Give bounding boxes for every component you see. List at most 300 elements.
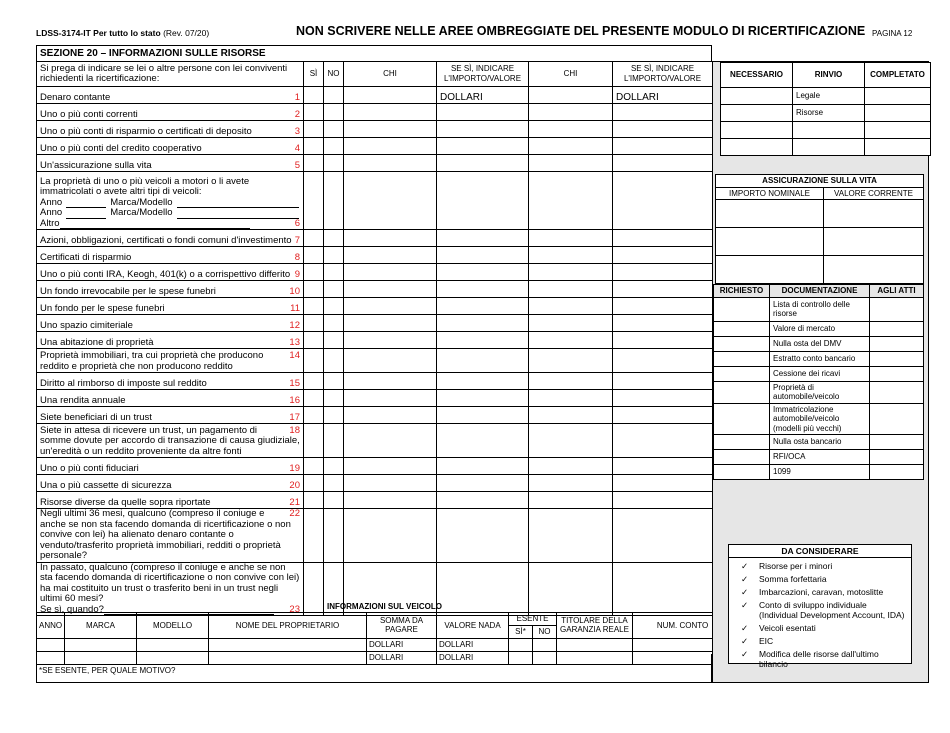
consider-label: Modifica delle risorse dall'ultimo bilancio <box>759 649 879 669</box>
resource-row <box>37 315 713 332</box>
question-text: Si prega di indicare se lei o altre persone con lei conviventi richiedenti la ricertificazione: <box>37 62 304 87</box>
item-label: Diritto al rimborso di imposte sul reddito <box>40 377 207 389</box>
chi-field-2[interactable] <box>529 458 613 475</box>
no-box[interactable] <box>324 172 344 230</box>
amount-field-2[interactable] <box>613 155 713 172</box>
resource-label <box>37 138 304 155</box>
check-icon: ✓ <box>741 574 749 584</box>
necessario-cell[interactable] <box>721 105 793 122</box>
chi-field-2[interactable] <box>529 298 613 315</box>
amount-field[interactable]: DOLLARI <box>437 87 529 104</box>
si-box[interactable] <box>304 138 324 155</box>
consider-item <box>733 649 907 669</box>
chi-field[interactable] <box>344 104 437 121</box>
no-box[interactable] <box>324 407 344 424</box>
vehicle-altro-field[interactable] <box>60 228 250 229</box>
doc-row <box>714 465 924 480</box>
chi-field-2[interactable] <box>529 475 613 492</box>
agli-atti-cell[interactable] <box>870 366 924 381</box>
vehicle-dollari[interactable]: DOLLARI <box>367 638 437 651</box>
resource-row <box>37 155 713 172</box>
amount-field[interactable] <box>437 264 529 281</box>
resource-label <box>37 87 304 104</box>
consider-item <box>733 574 907 584</box>
col-chi: CHI <box>344 62 437 87</box>
chi-field[interactable] <box>344 475 437 492</box>
item-number: 17 <box>289 411 300 423</box>
agli-atti-cell[interactable] <box>870 450 924 465</box>
amount-field-2[interactable] <box>613 458 713 475</box>
amount-field[interactable] <box>437 390 529 407</box>
amount-field[interactable] <box>437 230 529 247</box>
vh-valore: VALORE NADA <box>437 612 509 638</box>
si-box[interactable] <box>304 230 324 247</box>
consider-label: Veicoli esentati <box>759 623 816 633</box>
chi-field-2[interactable] <box>529 155 613 172</box>
si-box[interactable] <box>304 390 324 407</box>
vh-esente-no: NO <box>533 625 557 638</box>
resource-label <box>37 407 304 424</box>
chi-field-2[interactable] <box>529 104 613 121</box>
si-box[interactable] <box>304 509 324 563</box>
resource-row <box>37 373 713 390</box>
item-label: Un'assicurazione sulla vita <box>40 159 152 171</box>
chi-field-2[interactable] <box>529 315 613 332</box>
item-number: 2 <box>294 108 300 120</box>
amount-field[interactable] <box>437 509 529 563</box>
no-box[interactable] <box>324 230 344 247</box>
agli-atti-cell[interactable] <box>870 336 924 351</box>
rinvio-label: Risorse <box>793 105 865 122</box>
agli-atti-cell[interactable] <box>870 403 924 435</box>
item-label: Proprietà immobiliari, tra cui proprietà che producono reddito e proprietà che non producono reddito <box>40 350 264 372</box>
si-box[interactable] <box>304 298 324 315</box>
chi-field-2[interactable] <box>529 390 613 407</box>
item-label: Una o più cassette di sicurezza <box>40 479 172 491</box>
necessario-cell[interactable] <box>721 139 793 156</box>
amount-field[interactable] <box>437 349 529 373</box>
resource-label <box>37 230 304 247</box>
resource-row <box>37 121 713 138</box>
si-box[interactable] <box>304 155 324 172</box>
si-box[interactable] <box>304 87 324 104</box>
da-considerare-box <box>728 544 912 669</box>
resource-row <box>37 172 713 230</box>
page-number: PAGINA 12 <box>872 29 913 38</box>
si-box[interactable] <box>304 121 324 138</box>
item-label: Uno o più conti correnti <box>40 108 138 120</box>
amount-field-2[interactable] <box>613 390 713 407</box>
amount-field[interactable] <box>437 298 529 315</box>
resource-label <box>37 155 304 172</box>
si-box[interactable] <box>304 281 324 298</box>
chi-field-2[interactable] <box>529 264 613 281</box>
item-label: Negli ultimi 36 mesi, qualcuno (compreso il coniuge e anche se non sta facendo domanda di ricertificazione o non convive con lei) ha alienato denaro contante o venduto/trasferito proprietà immobiliari, redditi o proprietà personale? <box>40 508 291 561</box>
no-box[interactable] <box>324 424 344 458</box>
doc-row <box>714 351 924 366</box>
richiesto-cell[interactable] <box>714 435 770 450</box>
si-box[interactable] <box>304 104 324 121</box>
amount-field-2[interactable] <box>613 373 713 390</box>
amount-field[interactable] <box>437 458 529 475</box>
amount-field[interactable] <box>437 155 529 172</box>
consider-item <box>733 600 907 620</box>
chi-field-2[interactable] <box>529 247 613 264</box>
col-chi-2: CHI <box>529 62 613 87</box>
resource-row <box>37 104 713 121</box>
resource-row <box>37 475 713 492</box>
rinvio-label: Legale <box>793 88 865 105</box>
item-label: Una rendita annuale <box>40 394 126 406</box>
chi-field-2[interactable] <box>529 332 613 349</box>
resource-row <box>37 281 713 298</box>
amount-field-2[interactable] <box>613 315 713 332</box>
item-label: Azioni, obbligazioni, certificati o fondi comuni d'investimento <box>40 234 292 246</box>
doc-label: Nulla osta bancario <box>770 435 870 450</box>
vh-proprietario: NOME DEL PROPRIETARIO <box>209 612 367 638</box>
chi-field-2[interactable] <box>529 87 613 104</box>
item-label: Uno o più conti fiduciari <box>40 462 139 474</box>
amount-field-2[interactable] <box>613 298 713 315</box>
resource-label <box>37 390 304 407</box>
vehicle-line <box>40 208 300 219</box>
si-box[interactable] <box>304 264 324 281</box>
completato-cell[interactable] <box>865 105 931 122</box>
chi-field-2[interactable] <box>529 349 613 373</box>
chi-field-2[interactable] <box>529 281 613 298</box>
no-box[interactable] <box>324 475 344 492</box>
no-box[interactable] <box>324 104 344 121</box>
necessario-cell[interactable] <box>721 88 793 105</box>
richiesto-cell[interactable] <box>714 366 770 381</box>
amount-field[interactable] <box>437 281 529 298</box>
amount-field[interactable] <box>437 475 529 492</box>
agli-atti-cell[interactable] <box>870 381 924 403</box>
section-title: SEZIONE 20 – INFORMAZIONI SULLE RISORSE <box>36 45 712 61</box>
si-box[interactable] <box>304 424 324 458</box>
item-number: 4 <box>294 142 300 154</box>
chi-field[interactable] <box>344 298 437 315</box>
no-box[interactable] <box>324 315 344 332</box>
agli-atti-cell[interactable] <box>870 321 924 336</box>
chi-field[interactable] <box>344 458 437 475</box>
chi-field[interactable] <box>344 264 437 281</box>
item-number: 11 <box>290 302 300 314</box>
item-label: Un fondo per le spese funebri <box>40 302 165 314</box>
chi-field[interactable] <box>344 373 437 390</box>
no-box[interactable] <box>324 298 344 315</box>
resource-row <box>37 87 713 104</box>
chi-field[interactable] <box>344 349 437 373</box>
rinvio-row <box>721 122 931 139</box>
resource-row <box>37 407 713 424</box>
amount-field-2[interactable] <box>613 104 713 121</box>
chi-field-2[interactable] <box>529 373 613 390</box>
completato-cell[interactable] <box>865 88 931 105</box>
resource-row <box>37 332 713 349</box>
amount-field[interactable] <box>437 332 529 349</box>
vh-titolare: TITOLARE DELLA GARANZIA REALE <box>557 612 633 638</box>
chi-field[interactable] <box>344 138 437 155</box>
amount-field-2[interactable] <box>613 475 713 492</box>
resource-label <box>37 424 304 458</box>
resource-row <box>37 264 713 281</box>
rinvio-table <box>720 62 931 156</box>
check-icon: ✓ <box>741 649 749 659</box>
consider-item <box>733 561 907 571</box>
doc-row <box>714 450 924 465</box>
vehicle-dollari-nada[interactable]: DOLLARI <box>437 651 509 664</box>
si-box[interactable] <box>304 492 324 509</box>
no-box[interactable] <box>324 492 344 509</box>
consider-label: EIC <box>759 636 774 646</box>
vh-somma: SOMMA DA PAGARE <box>367 612 437 638</box>
resource-label <box>37 264 304 281</box>
col-documentazione: DOCUMENTAZIONE <box>770 285 870 298</box>
life-insurance-table <box>715 174 924 284</box>
no-box[interactable] <box>324 247 344 264</box>
resource-label <box>37 458 304 475</box>
amount-field-2[interactable] <box>613 230 713 247</box>
richiesto-cell[interactable] <box>714 336 770 351</box>
form-rev: (Rev. 07/20) <box>163 28 210 38</box>
resource-label <box>37 104 304 121</box>
amount-field[interactable] <box>437 138 529 155</box>
chi-field[interactable] <box>344 281 437 298</box>
item-label: Uno spazio cimiteriale <box>40 319 133 331</box>
amount-field-2[interactable] <box>613 509 713 563</box>
check-icon: ✓ <box>741 561 749 571</box>
item-number: 5 <box>294 159 300 171</box>
chi-field[interactable] <box>344 332 437 349</box>
chi-field[interactable] <box>344 492 437 509</box>
consider-list <box>729 558 911 675</box>
richiesto-cell[interactable] <box>714 465 770 480</box>
agli-atti-cell[interactable] <box>870 435 924 450</box>
vehicle-dollari-nada[interactable]: DOLLARI <box>437 638 509 651</box>
no-box[interactable] <box>324 458 344 475</box>
resource-label <box>37 298 304 315</box>
item-label: Un fondo irrevocabile per le spese funebri <box>40 285 216 297</box>
chi-field[interactable] <box>344 230 437 247</box>
amount-field[interactable] <box>437 247 529 264</box>
rinvio-row <box>721 88 931 105</box>
amount-field[interactable] <box>437 373 529 390</box>
item-number: 7 <box>294 234 300 246</box>
chi-field-2[interactable] <box>529 424 613 458</box>
item-label: Certificati di risparmio <box>40 251 132 263</box>
item-number: 16 <box>289 394 300 406</box>
chi-field[interactable] <box>344 247 437 264</box>
no-box[interactable] <box>324 264 344 281</box>
amount-field[interactable] <box>437 315 529 332</box>
item-label: In passato, qualcuno (compreso il coniuge e anche se non sta facendo domanda di ricertificazione o non convive con lei) ha mai costituito un trust o trasferito beni in un trust negli ultimi 60 mesi? <box>40 561 300 604</box>
chi-field[interactable] <box>344 315 437 332</box>
completato-cell[interactable] <box>865 139 931 156</box>
doc-row <box>714 366 924 381</box>
doc-label: Proprietà di automobile/veicolo <box>770 381 870 403</box>
amount-field-2[interactable] <box>613 407 713 424</box>
amount-field-2[interactable]: DOLLARI <box>613 87 713 104</box>
resources-table <box>36 61 713 616</box>
rinvio-label <box>793 122 865 139</box>
chi-field[interactable] <box>344 172 437 230</box>
consider-label: Risorse per i minori <box>759 561 833 571</box>
necessario-cell[interactable] <box>721 122 793 139</box>
amount-field-2[interactable] <box>613 349 713 373</box>
page-title: NON SCRIVERE NELLE AREE OMBREGGIATE DEL PRESENTE MODULO DI RICERTIFICAZIONE <box>296 24 866 38</box>
vehicle-dollari[interactable]: DOLLARI <box>367 651 437 664</box>
chi-field-2[interactable] <box>529 509 613 563</box>
resource-label <box>37 349 304 373</box>
agli-atti-cell[interactable] <box>870 351 924 366</box>
doc-row <box>714 435 924 450</box>
si-box[interactable] <box>304 247 324 264</box>
no-box[interactable] <box>324 509 344 563</box>
si-box[interactable] <box>304 172 324 230</box>
amount-field-2[interactable] <box>613 424 713 458</box>
si-box[interactable] <box>304 315 324 332</box>
item-number: 9 <box>294 268 300 280</box>
item-number: 15 <box>289 377 300 389</box>
richiesto-cell[interactable] <box>714 450 770 465</box>
amount-field-2[interactable] <box>613 332 713 349</box>
doc-label: RFI/OCA <box>770 450 870 465</box>
doc-label: Estratto conto bancario <box>770 351 870 366</box>
item-number: 23 <box>289 603 300 615</box>
chi-field[interactable] <box>344 155 437 172</box>
resource-row <box>37 509 713 563</box>
consider-label: Imbarcazioni, caravan, motoslitte <box>759 587 884 597</box>
col-richiesto: RICHIESTO <box>714 285 770 298</box>
da-considerare-title: DA CONSIDERARE <box>729 545 911 558</box>
no-box[interactable] <box>324 155 344 172</box>
doc-label: Valore di mercato <box>770 321 870 336</box>
chi-field-2[interactable] <box>529 172 613 230</box>
doc-label: Cessione dei ricavi <box>770 366 870 381</box>
consider-label: Conto di sviluppo individuale (Individual Development Account, IDA) <box>759 600 905 620</box>
agli-atti-cell[interactable] <box>870 297 924 321</box>
rinvio-label <box>793 139 865 156</box>
completato-cell[interactable] <box>865 122 931 139</box>
no-box[interactable] <box>324 332 344 349</box>
documentation-table <box>713 284 924 480</box>
resource-row <box>37 492 713 509</box>
item-label: La proprietà di uno o più veicoli a motori o li avete immatricolati o avete altri tipi di veicoli: <box>40 175 250 197</box>
amount-field-2[interactable] <box>613 247 713 264</box>
consider-item <box>733 623 907 633</box>
amount-field[interactable] <box>437 492 529 509</box>
col-amount: SE SÌ, INDICARE L'IMPORTO/VALORE <box>437 62 529 87</box>
check-icon: ✓ <box>741 587 749 597</box>
vehicle-row <box>37 638 733 651</box>
amount-field-2[interactable] <box>613 138 713 155</box>
no-box[interactable] <box>324 349 344 373</box>
item-number: 3 <box>294 125 300 137</box>
amount-field[interactable] <box>437 424 529 458</box>
richiesto-cell[interactable] <box>714 381 770 403</box>
item-label: Risorse diverse da quelle sopra riportate <box>40 496 211 508</box>
amount-field[interactable] <box>437 121 529 138</box>
chi-field[interactable] <box>344 121 437 138</box>
amount-field-2[interactable] <box>613 172 713 230</box>
no-box[interactable] <box>324 87 344 104</box>
chi-field-2[interactable] <box>529 138 613 155</box>
vehicle-anno-label: Anno <box>40 207 63 218</box>
resource-row <box>37 458 713 475</box>
consider-item <box>733 636 907 646</box>
resource-label <box>37 172 304 230</box>
exempt-reason-field[interactable] <box>36 654 712 683</box>
resource-label <box>37 247 304 264</box>
amount-field[interactable] <box>437 104 529 121</box>
vehicle-altro-label: Altro <box>40 217 60 229</box>
item-number: 10 <box>289 285 300 297</box>
chi-field-2[interactable] <box>529 121 613 138</box>
chi-field[interactable] <box>344 407 437 424</box>
amount-field-2[interactable] <box>613 121 713 138</box>
resource-row <box>37 390 713 407</box>
richiesto-cell[interactable] <box>714 321 770 336</box>
resource-label <box>37 315 304 332</box>
vh-marca: MARCA <box>65 612 137 638</box>
item-number: 20 <box>289 479 300 491</box>
amount-field-2[interactable] <box>613 281 713 298</box>
amount-field[interactable] <box>437 172 529 230</box>
no-box[interactable] <box>324 121 344 138</box>
item-number: 12 <box>289 319 300 331</box>
vh-anno: ANNO <box>37 612 65 638</box>
vh-modello: MODELLO <box>137 612 209 638</box>
resource-row <box>37 230 713 247</box>
resource-row <box>37 247 713 264</box>
col-agli-atti: AGLI ATTI <box>870 285 924 298</box>
si-box[interactable] <box>304 332 324 349</box>
chi-field[interactable] <box>344 424 437 458</box>
chi-field[interactable] <box>344 509 437 563</box>
item-number: 22 <box>289 508 300 519</box>
resource-row <box>37 424 713 458</box>
si-box[interactable] <box>304 458 324 475</box>
chi-field-2[interactable] <box>529 230 613 247</box>
si-box[interactable] <box>304 407 324 424</box>
doc-row <box>714 336 924 351</box>
agli-atti-cell[interactable] <box>870 465 924 480</box>
amount-field-2[interactable] <box>613 264 713 281</box>
no-box[interactable] <box>324 373 344 390</box>
no-box[interactable] <box>324 138 344 155</box>
chi-field-2[interactable] <box>529 407 613 424</box>
richiesto-cell[interactable] <box>714 297 770 321</box>
item-number: 6 <box>294 217 300 229</box>
item-number: 1 <box>294 91 300 103</box>
chi-field-2[interactable] <box>529 492 613 509</box>
si-box[interactable] <box>304 373 324 390</box>
chi-field[interactable] <box>344 390 437 407</box>
col-necessario: NECESSARIO <box>721 63 793 88</box>
si-box[interactable] <box>304 475 324 492</box>
no-box[interactable] <box>324 281 344 298</box>
doc-row <box>714 381 924 403</box>
no-box[interactable] <box>324 390 344 407</box>
richiesto-cell[interactable] <box>714 403 770 435</box>
amount-field[interactable] <box>437 407 529 424</box>
resource-row <box>37 349 713 373</box>
amount-field-2[interactable] <box>613 492 713 509</box>
richiesto-cell[interactable] <box>714 351 770 366</box>
chi-field[interactable] <box>344 87 437 104</box>
si-box[interactable] <box>304 349 324 373</box>
